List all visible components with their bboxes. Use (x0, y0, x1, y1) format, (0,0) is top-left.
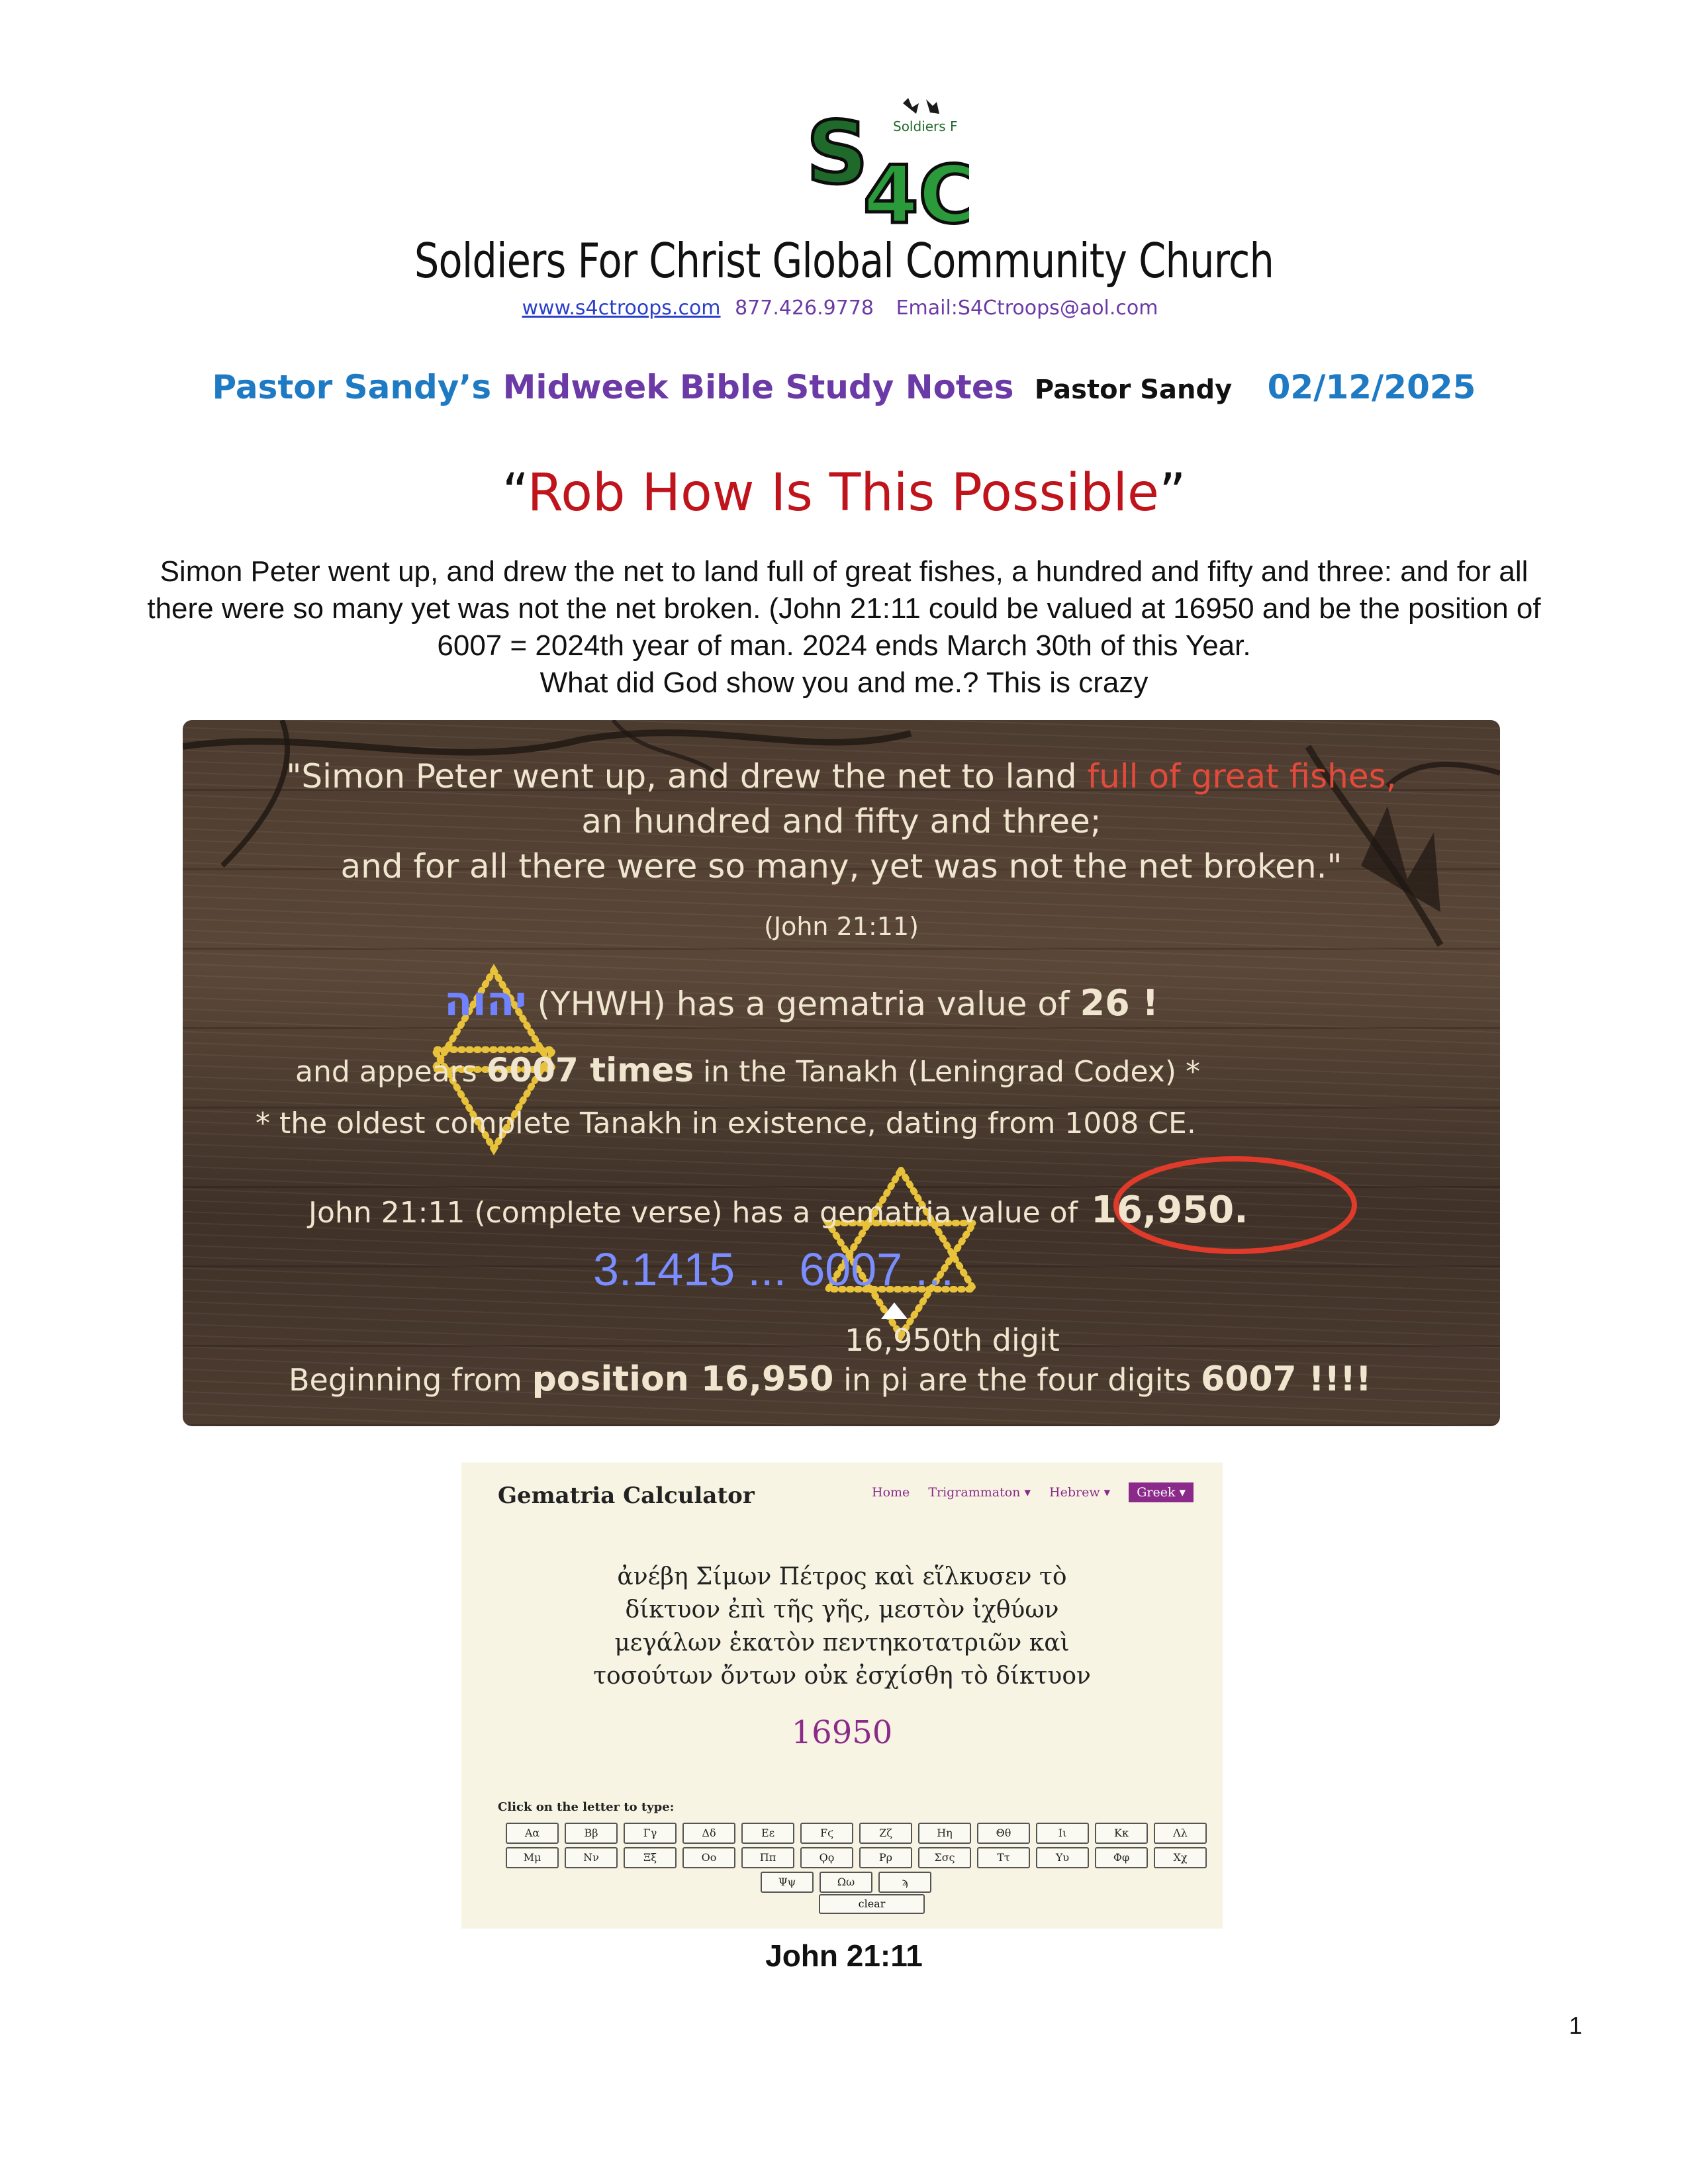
church-name: Soldiers For Christ Global Community Church (414, 233, 1274, 289)
key-digamma[interactable]: Fϛ (800, 1823, 853, 1844)
key-sampi[interactable]: ϡ (878, 1872, 931, 1893)
key-iota[interactable]: Ιι (1036, 1823, 1089, 1844)
notes-author: Pastor Sandy (1034, 375, 1233, 405)
nav-hebrew[interactable]: Hebrew ▾ (1049, 1485, 1111, 1500)
panel-beginning-line (289, 1359, 1500, 1399)
key-kappa[interactable]: Κκ (1095, 1823, 1148, 1844)
key-xi[interactable]: Ξξ (624, 1847, 677, 1868)
scripture-graphic (183, 720, 1500, 1426)
notes-heading (0, 368, 1688, 406)
key-sigma[interactable]: Σσς (918, 1847, 971, 1868)
page-title (0, 463, 1688, 523)
title-close-quote: ” (1159, 463, 1186, 523)
yhwh-hebrew: יהוה (444, 977, 527, 1025)
panel-gematria-line (308, 1189, 1500, 1232)
key-mu[interactable]: Μμ (506, 1847, 559, 1868)
body-line: there were so many yet was not the net broken. (John 21:11 could be valued at 16950 and be the position of (147, 592, 1541, 625)
calculator-title: Gematria Calculator (498, 1482, 755, 1509)
panel-oldest-line: * the oldest complete Tanakh in existence, dating from 1008 CE. (256, 1107, 1196, 1140)
greek-line: δίκτυον ἐπὶ τῆς γῆς, μεστὸν ἰχθύων (625, 1596, 1059, 1623)
greek-verse (461, 1561, 1223, 1693)
panel-quote-line: and for all there were so many, yet was not the net broken." (340, 847, 1342, 886)
gematria-text: John 21:11 (complete verse) has a gematria value of (308, 1196, 1078, 1230)
body-paragraph (99, 553, 1589, 702)
body-line: Simon Peter went up, and drew the net to land full of great fishes, a hundred and fifty and three: and for all (160, 555, 1528, 588)
gematria-calculator-screenshot (461, 1463, 1223, 1929)
key-eta[interactable]: Ηη (918, 1823, 971, 1844)
panel-quote-line (183, 757, 1500, 796)
key-gamma[interactable]: Γγ (624, 1823, 677, 1844)
church-logo (804, 97, 969, 229)
panel-digit-label: 16,950th digit (845, 1322, 1060, 1358)
key-nu[interactable]: Νν (565, 1847, 618, 1868)
svg-text:S: S (806, 103, 868, 203)
key-beta[interactable]: Ββ (565, 1823, 618, 1844)
notes-heading-owner: Pastor Sandy’s (212, 368, 492, 406)
greek-line: ἀνέβη Σίμων Πέτρος καὶ εἵλκυσεν τὸ (617, 1563, 1067, 1590)
notes-heading-title: Midweek Bible Study Notes (502, 368, 1014, 406)
panel-quote-highlight: full of great fishes, (1087, 757, 1397, 796)
begin-position: position 16,950 (532, 1359, 834, 1399)
key-zeta[interactable]: Ζζ (859, 1823, 912, 1844)
greek-keyboard-row (506, 1823, 1213, 1844)
body-line: What did God show you and me.? This is crazy (539, 666, 1149, 699)
yhwh-value: 26 ! (1080, 982, 1159, 1024)
key-upsilon[interactable]: Υυ (1036, 1847, 1089, 1868)
notes-date: 02/12/2025 (1267, 368, 1476, 406)
greek-line: μεγάλων ἑκατὸν πεντηκοτατριῶν καὶ (614, 1629, 1070, 1657)
gematria-result: 16950 (791, 1714, 893, 1751)
key-chi[interactable]: Χχ (1154, 1847, 1207, 1868)
key-koppa[interactable]: Ϙϙ (800, 1847, 853, 1868)
calculator-nav (872, 1482, 1194, 1502)
appears-text: and appears (295, 1055, 487, 1089)
key-rho[interactable]: Ρρ (859, 1847, 912, 1868)
keyboard-label: Click on the letter to type: (498, 1800, 675, 1814)
appears-count: 6007 times (486, 1051, 694, 1089)
title-text: Rob How Is This Possible (527, 463, 1159, 523)
appears-source: in the Tanakh (Leningrad Codex) * (694, 1055, 1200, 1089)
page-number: 1 (1569, 2012, 1583, 2039)
gematria-value: 16,950. (1091, 1189, 1248, 1232)
key-psi[interactable]: Ψψ (761, 1872, 814, 1893)
greek-keyboard-row (761, 1872, 937, 1893)
key-lambda[interactable]: Λλ (1154, 1823, 1207, 1844)
begin-digits: 6007 !!!! (1201, 1359, 1372, 1399)
website-link[interactable]: www.s4ctroops.com (522, 296, 721, 320)
key-alpha[interactable]: Αα (506, 1823, 559, 1844)
key-omicron[interactable]: Οο (682, 1847, 735, 1868)
begin-text-2: in pi are the four digits (833, 1362, 1201, 1398)
key-epsilon[interactable]: Εε (741, 1823, 794, 1844)
key-theta[interactable]: Θθ (977, 1823, 1030, 1844)
key-delta[interactable]: Δδ (682, 1823, 735, 1844)
title-open-quote: “ (502, 463, 528, 523)
clear-button[interactable]: clear (819, 1894, 925, 1914)
nav-greek[interactable]: Greek ▾ (1129, 1482, 1194, 1502)
panel-pi-digits: 3.1415 ... 6007 ... (593, 1244, 954, 1295)
body-line: 6007 = 2024th year of man. 2024 ends March 30th of this Year. (437, 629, 1251, 662)
key-tau[interactable]: Ττ (977, 1847, 1030, 1868)
greek-keyboard-row (506, 1847, 1213, 1868)
panel-reference: (John 21:11) (764, 912, 919, 941)
panel-quote-text: "Simon Peter went up, and drew the net to land (286, 757, 1088, 796)
svg-text:4C: 4C (863, 150, 969, 229)
panel-appears-line (295, 1051, 1500, 1089)
nav-trigrammaton[interactable]: Trigrammaton ▾ (928, 1485, 1031, 1500)
email-address[interactable]: Email:S4Ctroops@aol.com (896, 296, 1158, 320)
begin-text: Beginning from (289, 1362, 532, 1398)
key-phi[interactable]: Φφ (1095, 1847, 1148, 1868)
key-pi[interactable]: Ππ (741, 1847, 794, 1868)
panel-yhwh-line (444, 977, 1500, 1025)
phone-number: 877.426.9778 (735, 296, 874, 320)
image-caption: John 21:11 (765, 1938, 923, 1973)
panel-quote-line: an hundred and fifty and three; (581, 802, 1102, 841)
greek-line: τοσούτων ὄντων οὐκ ἐσχίσθη τὸ δίκτυον (593, 1662, 1091, 1690)
yhwh-text: (YHWH) has a gematria value of (526, 985, 1080, 1023)
svg-text:Soldiers F: Soldiers F (893, 118, 958, 134)
key-omega[interactable]: Ωω (820, 1872, 872, 1893)
contact-line (0, 296, 1688, 320)
nav-home[interactable]: Home (872, 1485, 910, 1500)
